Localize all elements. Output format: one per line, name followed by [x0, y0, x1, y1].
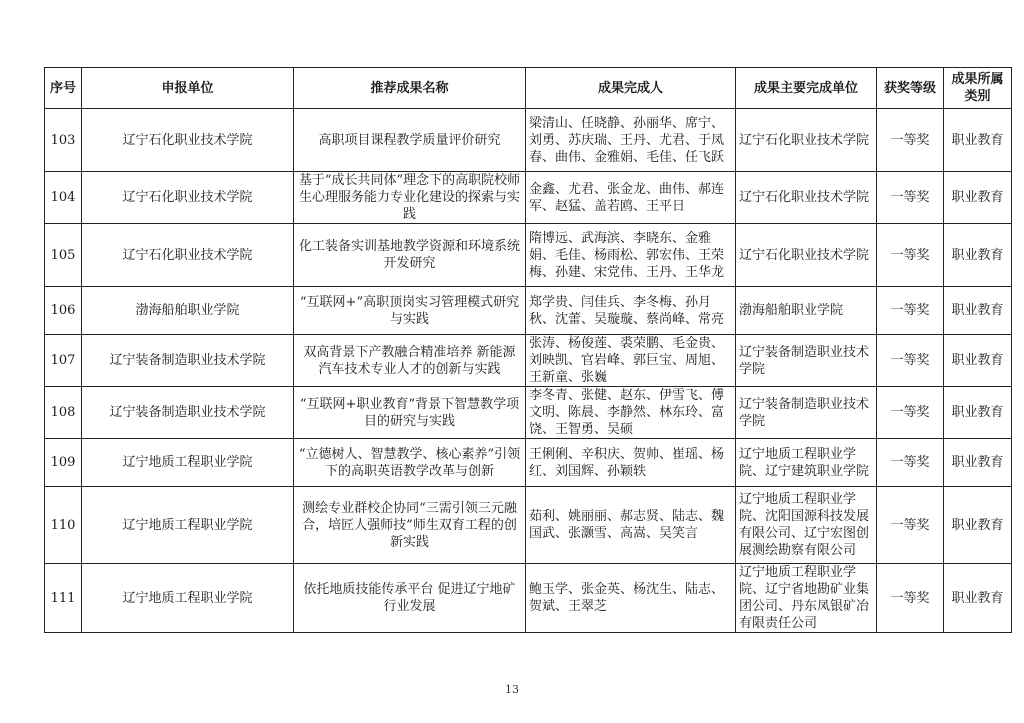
row-unit: 辽宁石化职业技术学院: [82, 224, 294, 287]
row-level: 一等奖: [877, 224, 944, 287]
row-people: 王俐俐、辛积庆、贺帅、崔瑶、杨红、刘国辉、孙颖轶: [526, 439, 736, 487]
table-row: [45, 335, 1012, 387]
table-row: [45, 564, 1012, 633]
page-number: 13: [505, 683, 519, 696]
table-row: [45, 387, 1012, 439]
row-title: 依托地质技能传承平台 促进辽宁地矿行业发展: [294, 564, 526, 633]
header-level: 获奖等级: [877, 68, 944, 109]
row-no: 104: [45, 172, 82, 224]
row-level: 一等奖: [877, 335, 944, 387]
row-no: 106: [45, 287, 82, 335]
row-unit: 辽宁地质工程职业学院: [82, 439, 294, 487]
row-category: 职业教育: [944, 287, 1012, 335]
row-no: 103: [45, 109, 82, 172]
row-level: 一等奖: [877, 564, 944, 633]
row-category: 职业教育: [944, 109, 1012, 172]
row-level: 一等奖: [877, 487, 944, 564]
row-unit: 辽宁石化职业技术学院: [82, 109, 294, 172]
row-people: 隋博远、武海滨、李晓东、金雅娟、毛佳、杨雨松、郭宏伟、王荣梅、孙建、宋党伟、王丹、王华龙: [526, 224, 736, 287]
row-category: 职业教育: [944, 335, 1012, 387]
row-no: 108: [45, 387, 82, 439]
row-category: 职业教育: [944, 172, 1012, 224]
table-header-row: [45, 68, 1012, 109]
header-org: 成果主要完成单位: [736, 68, 877, 109]
table-row: [45, 224, 1012, 287]
row-title: 双高背景下产教融合精准培养 新能源汽车技术专业人才的创新与实践: [294, 335, 526, 387]
row-level: 一等奖: [877, 172, 944, 224]
row-level: 一等奖: [877, 439, 944, 487]
row-no: 111: [45, 564, 82, 633]
row-title: “互联网+”高职顶岗实习管理模式研究与实践: [294, 287, 526, 335]
row-unit: 辽宁石化职业技术学院: [82, 172, 294, 224]
row-org: 渤海船舶职业学院: [736, 287, 877, 335]
row-org: 辽宁装备制造职业技术学院: [736, 387, 877, 439]
row-category: 职业教育: [944, 387, 1012, 439]
row-unit: 辽宁装备制造职业技术学院: [82, 335, 294, 387]
row-org: 辽宁石化职业技术学院: [736, 224, 877, 287]
row-category: 职业教育: [944, 564, 1012, 633]
header-no: 序号: [45, 68, 82, 109]
row-people: 李冬青、张健、赵东、伊雪飞、傅文明、陈晨、李静然、林东玲、富饶、王智勇、吴硕: [526, 387, 736, 439]
row-no: 109: [45, 439, 82, 487]
row-org: 辽宁石化职业技术学院: [736, 172, 877, 224]
row-org: 辽宁地质工程职业学院、辽宁建筑职业学院: [736, 439, 877, 487]
table-row: [45, 439, 1012, 487]
row-level: 一等奖: [877, 387, 944, 439]
header-title: 推荐成果名称: [294, 68, 526, 109]
header-category: 成果所属类别: [944, 68, 1012, 109]
row-people: 郑学贵、闫佳兵、李冬梅、孙月秋、沈蕾、吴璇璇、蔡尚峰、常亮: [526, 287, 736, 335]
row-level: 一等奖: [877, 287, 944, 335]
row-org: 辽宁地质工程职业学院、辽宁省地勘矿业集团公司、丹东凤银矿冶有限责任公司: [736, 564, 877, 633]
row-unit: 辽宁装备制造职业技术学院: [82, 387, 294, 439]
row-people: 茹利、姚丽丽、郝志贤、陆志、魏国武、张灏雪、高嵩、吴笑言: [526, 487, 736, 564]
row-no: 110: [45, 487, 82, 564]
row-no: 107: [45, 335, 82, 387]
table-row: [45, 287, 1012, 335]
row-category: 职业教育: [944, 224, 1012, 287]
row-unit: 渤海船舶职业学院: [82, 287, 294, 335]
row-title: “互联网+职业教育”背景下智慧教学项目的研究与实践: [294, 387, 526, 439]
row-category: 职业教育: [944, 439, 1012, 487]
row-level: 一等奖: [877, 109, 944, 172]
table-row: [45, 109, 1012, 172]
row-people: 金鑫、尤君、张金龙、曲伟、郝连军、赵猛、盖若鸥、王平日: [526, 172, 736, 224]
table-row: [45, 172, 1012, 224]
row-org: 辽宁地质工程职业学院、沈阳国源科技发展有限公司、辽宁宏图创展测绘勘察有限公司: [736, 487, 877, 564]
row-people: 梁清山、任晓静、孙丽华、席宁、刘勇、苏庆瑞、王丹、尤君、于凤春、曲伟、金雅娟、毛佳、任飞跃: [526, 109, 736, 172]
row-people: 鲍玉学、张金英、杨沈生、陆志、贺斌、王翠芝: [526, 564, 736, 633]
row-title: 基于“成长共同体”理念下的高职院校师生心理服务能力专业化建设的探索与实践: [294, 172, 526, 224]
row-org: 辽宁装备制造职业技术学院: [736, 335, 877, 387]
awards-table: [44, 67, 1012, 633]
row-unit: 辽宁地质工程职业学院: [82, 487, 294, 564]
row-title: 化工装备实训基地教学资源和环境系统开发研究: [294, 224, 526, 287]
row-title: 测绘专业群校企协同“三需引领三元融合，培匠人强师技”师生双育工程的创新实践: [294, 487, 526, 564]
row-unit: 辽宁地质工程职业学院: [82, 564, 294, 633]
header-people: 成果完成人: [526, 68, 736, 109]
row-title: 高职项目课程教学质量评价研究: [294, 109, 526, 172]
row-people: 张涛、杨俊莲、裘荣鹏、毛金贵、刘映凯、官岩峰、郭巨宝、周旭、王新童、张巍: [526, 335, 736, 387]
row-no: 105: [45, 224, 82, 287]
header-unit: 申报单位: [82, 68, 294, 109]
row-title: “立德树人、智慧教学、核心素养”引领下的高职英语教学改革与创新: [294, 439, 526, 487]
table-row: [45, 487, 1012, 564]
row-category: 职业教育: [944, 487, 1012, 564]
row-org: 辽宁石化职业技术学院: [736, 109, 877, 172]
